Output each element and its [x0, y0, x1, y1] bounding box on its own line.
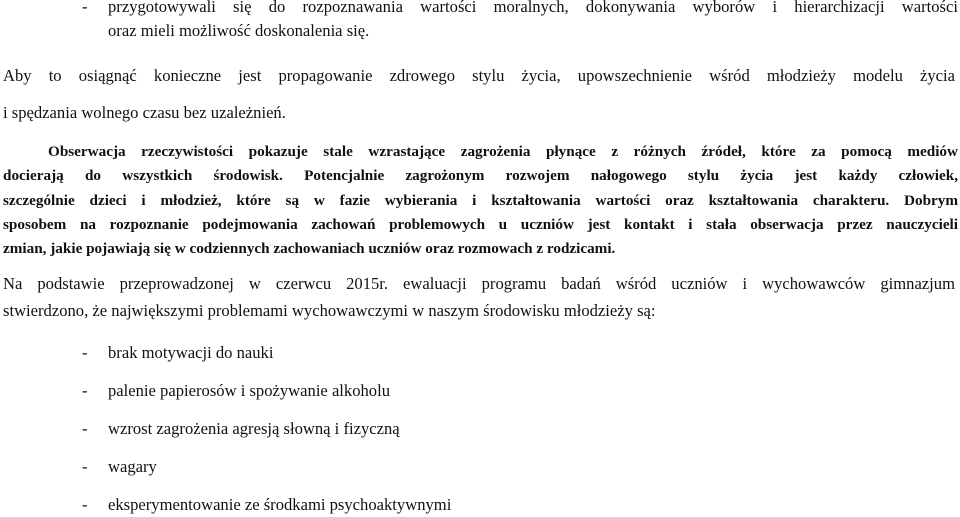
list-item-text: brak motywacji do nauki [108, 343, 274, 362]
bullet-dash: - [82, 381, 88, 400]
bold-paragraph-line-3: szczególnie dzieci i młodzież, które są w fazie wybierania i kształtowania wartości oraz kształtowania charakteru. Dobrym [3, 192, 958, 209]
top-item-text-1: przygotowywali się do rozpoznawania wartości moralnych, dokonywania wyborów i hierarchizacji wartości [108, 0, 958, 16]
bold-paragraph-line-4: sposobem na rozpoznanie podejmowania zachowań problemowych u uczniów jest kontakt i stała obserwacja przez nauczycieli [3, 216, 958, 233]
list-item-text: palenie papierosów i spożywanie alkoholu [108, 381, 391, 400]
bold-paragraph-line-1: Obserwacja rzeczywistości pokazuje stale wzrastające zagrożenia płynące z różnych źródeł, które za pomocą mediów [48, 143, 958, 160]
list-item-text: eksperymentowanie ze środkami psychoaktywnymi [108, 495, 452, 514]
bullet-dash: - [82, 343, 88, 362]
top-item-text-2: oraz mieli możliwość doskonalenia się. [108, 21, 370, 40]
bullet-dash: - [82, 457, 88, 476]
bullet-dash: - [82, 0, 88, 16]
bold-paragraph-line-2: docierają do wszystkich środowisk. Potencjalnie zagrożonym rozwojem nałogowego stylu życia jest każdy człowiek, [3, 167, 958, 184]
bold-paragraph-line-5: zmian, jakie pojawiają się w codziennych zachowaniach uczniów oraz rozmowach z rodzicami. [3, 240, 616, 257]
bullet-dash: - [82, 495, 88, 514]
list-item-text: wzrost zagrożenia agresją słowną i fizyczną [108, 419, 400, 438]
list-item-text: wagary [108, 457, 157, 476]
bullet-dash: - [82, 419, 88, 438]
paragraph-3-line-2: stwierdzono, że największymi problemami wychowawczymi w naszym środowisku młodzieży są: [3, 301, 656, 320]
paragraph-1-line-1: Aby to osiągnąć konieczne jest propagowanie zdrowego stylu życia, upowszechnienie wśród młodzieży modelu życia [3, 66, 955, 85]
paragraph-3-line-1: Na podstawie przeprowadzonej w czerwcu 2015r. ewaluacji programu badań wśród uczniów i wychowawców gimnazjum [3, 274, 955, 293]
paragraph-1-line-2: i spędzania wolnego czasu bez uzależnień. [3, 103, 286, 122]
